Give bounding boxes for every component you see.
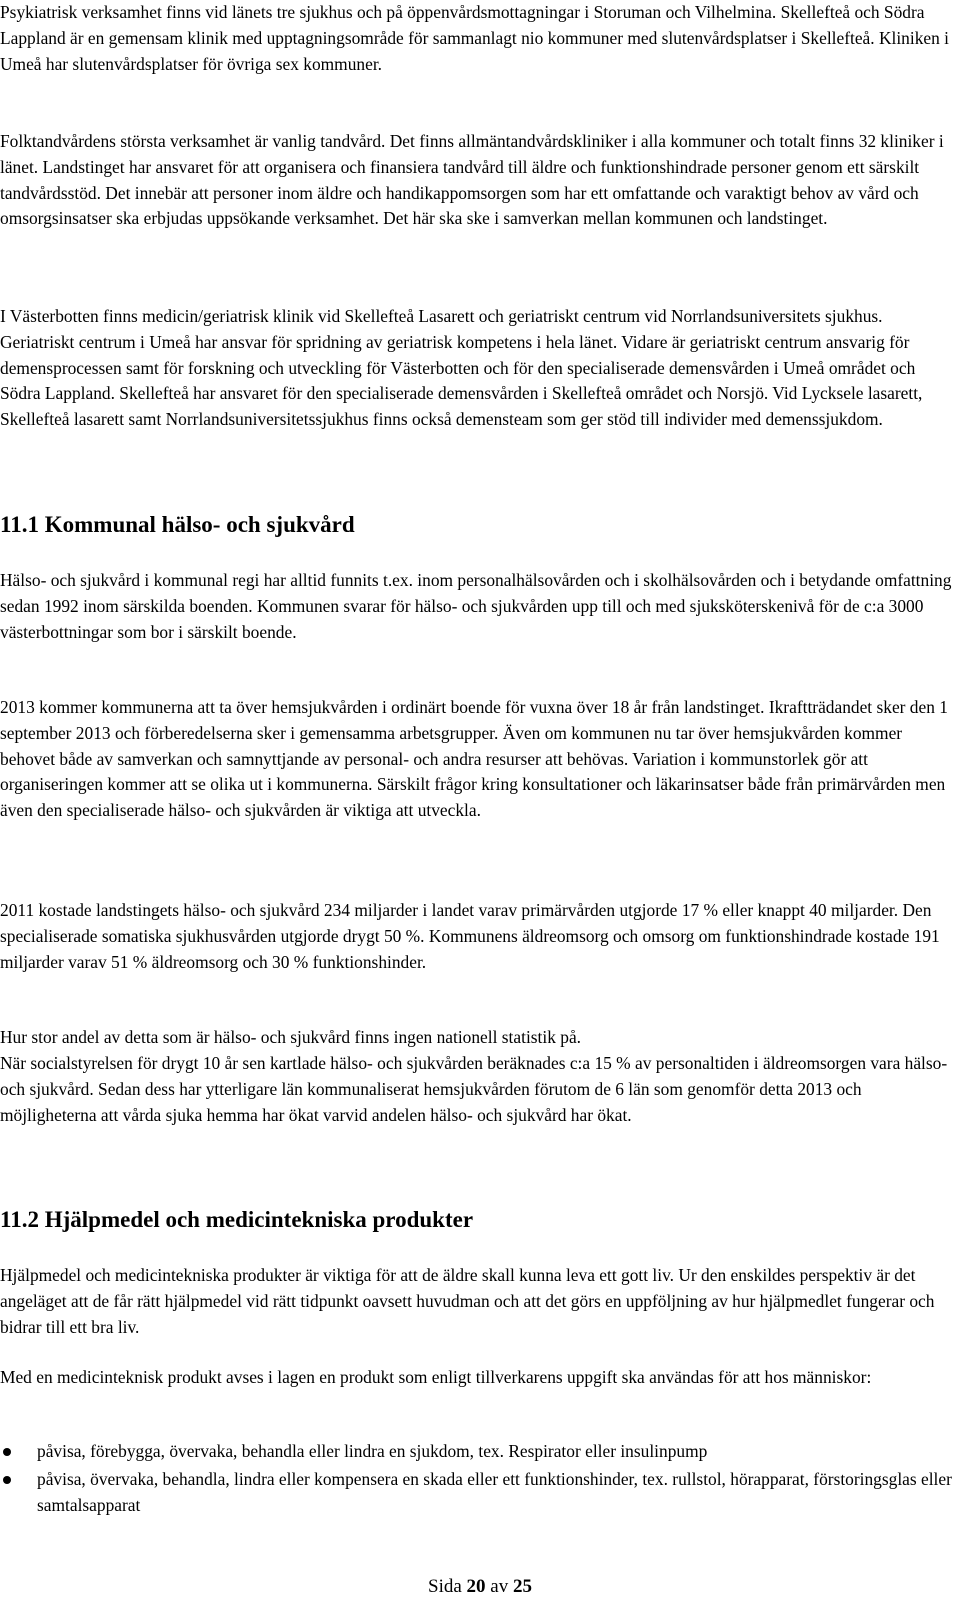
list-item	[0, 1467, 960, 1519]
paragraph-hjalpmedel: Hjälpmedel och medicintekniska produkter är viktiga för att de äldre skall kunna leva ett gott liv. Ur den enskildes perspektiv är det angeläget att de får rätt hjälpmedel vid rätt tidpunkt oavsett huvudman och att det görs en uppföljning av hur hjälpmedlet fungerar och bidrar till ett bra liv.	[0, 1265, 935, 1337]
paragraph-socialstyrelsen: När socialstyrelsen för drygt 10 år sen kartlade hälso- och sjukvården beräknades c:a 15 % av personaltiden i äldreomsorgen vara hälso- och sjukvård. Sedan dess har ytterligare län kommunaliserat hemsjukvården förutom de 6 län som genomför detta 2013 och möjligheterna att vårda sjuka hemma har ökat varvid andelen hälso- och sjukvård har ökat.	[0, 1053, 948, 1125]
list-item-text: påvisa, förebygga, övervaka, behandla eller lindra en sjukdom, tex. Respirator eller insulinpump	[37, 1441, 708, 1461]
current-page-number: 20	[466, 1576, 486, 1597]
page-label: Sida	[428, 1576, 462, 1597]
paragraph-psykiatri: Psykiatrisk verksamhet finns vid länets tre sjukhus och på öppenvårdsmottagningar i Storuman och Vilhelmina. Skellefteå och Södra Lappland är en gemensam klinik med upptagningsområde för sammanlagt nio kommuner med slutenvårdsplatser i Skellefteå. Kliniken i Umeå har slutenvårdsplatser för övriga sex kommuner.	[0, 2, 949, 74]
bullet-list	[0, 1439, 960, 1520]
section-heading-11-1: 11.1 Kommunal hälso- och sjukvård	[0, 512, 355, 537]
paragraph-hemsjukvard: 2013 kommer kommunerna att ta över hemsjukvården i ordinärt boende för vuxna över 18 år från landstinget. Ikraftträdandet sker den 1 september 2013 och förberedelserna sker i gemensamma arbetsgrupper. Även om kommunen nu tar över hemsjukvården kommer behovet både av samverkan och samnyttjande av personal- och andra resurser att behövas. Variation i kommunstorlek gör att organiseringen kommer att se olika ut i kommunerna. Särskilt frågor kring konsultationer och läkarinsatser både från primärvården men även den specialiserade hälso- och sjukvården är viktiga att utveckla.	[0, 697, 948, 821]
bullet-icon	[3, 1448, 11, 1456]
page-separator: av	[490, 1576, 509, 1597]
paragraph-folktandvard: Folktandvårdens största verksamhet är vanlig tandvård. Det finns allmäntandvårdskliniker i alla kommuner och totalt finns 32 kliniker i länet. Landstinget har ansvaret för att organisera och finansiera tandvård till äldre och funktionshindrade personer genom ett särskilt tandvårdsstöd. Det innebär att personer inom äldre och handikappomsorgen som har ett omfattande och varaktigt behov av vård och omsorgsinsatser ska erbjudas uppsökande verksamhet. Det här ska ske i samverkan mellan kommunen och landstinget.	[0, 131, 944, 229]
paragraph-statistik: Hur stor andel av detta som är hälso- och sjukvård finns ingen nationell statistik på.	[0, 1027, 582, 1047]
bullet-icon	[3, 1476, 11, 1484]
paragraph-kostnader: 2011 kostade landstingets hälso- och sjukvård 234 miljarder i landet varav primärvården utgjorde 17 % eller knappt 40 miljarder. Den specialiserade somatiska sjukhusvården utgjorde drygt 50 %. Kommunens äldreomsorg och omsorg om funktionshindrade kostade 191 miljarder varav 51 % äldreomsorg och 30 % funktionshinder.	[0, 900, 940, 972]
page-footer	[0, 1575, 960, 1599]
paragraph-geriatrik: I Västerbotten finns medicin/geriatrisk klinik vid Skellefteå Lasarett och geriatriskt centrum vid Norrlandsuniversitets sjukhus. Geriatriskt centrum i Umeå har ansvar för spridning av geriatrisk kompetens i hela länet. Vidare är geriatriskt centrum ansvarig för demensprocessen samt för forskning och utveckling för Västerbotten och för den specialiserade demensvården i Umeå området och Södra Lappland. Skellefteå har ansvaret för den specialiserade demensvården i Skellefteå området och Norsjö. Vid Lycksele lasarett, Skellefteå lasarett samt Norrlandsuniversitetssjukhus finns också demensteam som ger stöd till individer med demenssjukdom.	[0, 306, 923, 430]
list-item-text: påvisa, övervaka, behandla, lindra eller kompensera en skada eller ett funktionshinder, tex. rullstol, hörapparat, förstoringsglas eller samtalsapparat	[37, 1468, 952, 1515]
section-heading-11-2: 11.2 Hjälpmedel och medicintekniska produkter	[0, 1207, 474, 1232]
paragraph-medicinteknisk: Med en medicinteknisk produkt avses i lagen en produkt som enligt tillverkarens uppgift ska användas för att hos människor:	[0, 1367, 872, 1387]
list-item	[0, 1439, 960, 1465]
total-page-number: 25	[512, 1576, 532, 1597]
paragraph-kommunal-vard: Hälso- och sjukvård i kommunal regi har alltid funnits t.ex. inom personalhälsovården och i skolhälsovården och i betydande omfattning sedan 1992 inom särskilda boenden. Kommunen svarar för hälso- och sjukvården upp till och med sjuksköterskenivå för de c:a 3000 västerbottningar som bor i särskilt boende.	[0, 570, 952, 642]
